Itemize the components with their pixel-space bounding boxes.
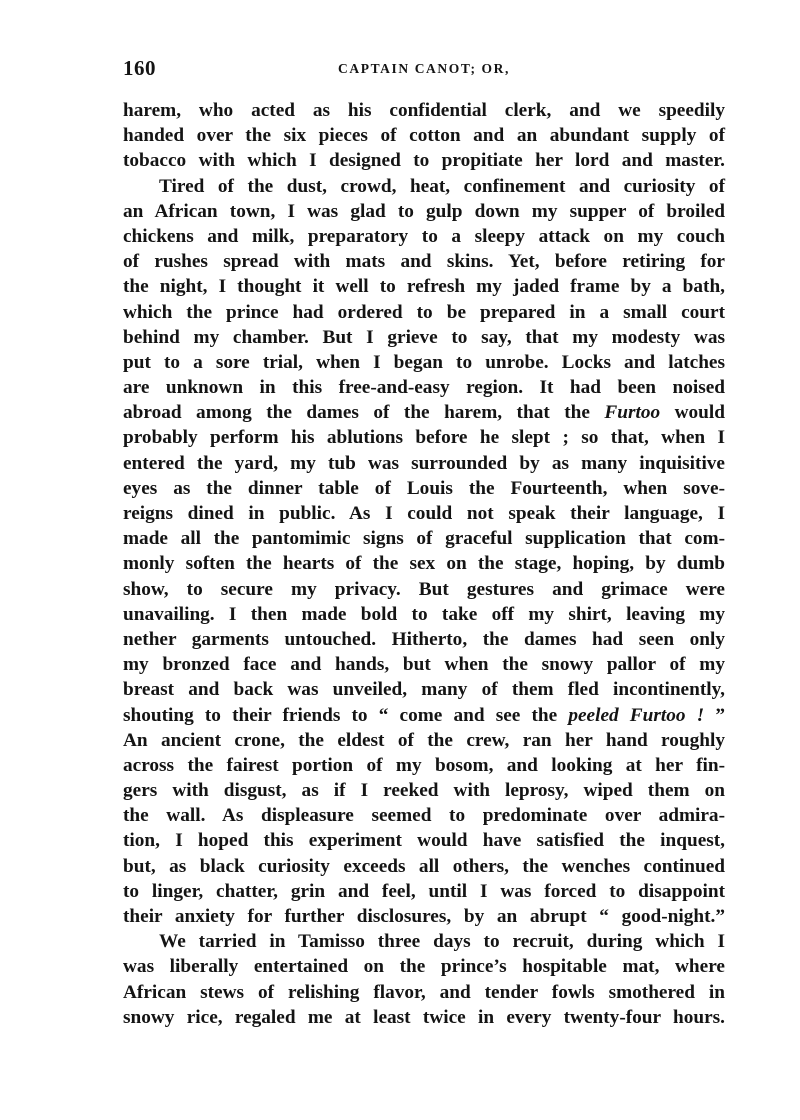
text-line: probably perform his ablutions before he slept ; so that, when I bbox=[123, 427, 725, 449]
text-line: my bronzed face and hands, but when the snowy pallor of my bbox=[123, 654, 725, 676]
text-line: made all the pantomimic signs of graceful supplication that com- bbox=[123, 528, 725, 550]
text-line: their anxiety for further disclosures, by an abrupt “ good-night.” bbox=[123, 906, 725, 927]
text-line: put to a sore trial, when I began to unrobe. Locks and latches bbox=[123, 351, 725, 373]
text-line: snowy rice, regaled me at least twice in every twenty-four hours. bbox=[123, 1006, 725, 1028]
text-line: breast and back was unveiled, many of them fled incontinently, bbox=[123, 679, 725, 701]
text-line: tobacco with which I designed to propitiate her lord and master. bbox=[123, 150, 725, 172]
text-line: but, as black curiosity exceeds all others, the wenches continued bbox=[123, 855, 725, 877]
text-line: was liberally entertained on the prince’s hospitable mat, where bbox=[123, 956, 725, 978]
running-title: CAPTAIN CANOT; OR, bbox=[338, 61, 510, 76]
body-text bbox=[123, 98, 725, 1030]
text-line: We tarried in Tamisso three days to recruit, during which I bbox=[159, 931, 725, 953]
text-line: unavailing. I then made bold to take off my shirt, leaving my bbox=[123, 603, 725, 625]
text-line: tion, I hoped this experiment would have satisfied the inquest, bbox=[123, 830, 725, 852]
text-line: the wall. As displeasure seemed to predominate over admira- bbox=[123, 805, 725, 827]
text-line: to linger, chatter, grin and feel, until I was forced to disappoint bbox=[123, 880, 725, 902]
text-line: the night, I thought it well to refresh my jaded frame by a bath, bbox=[123, 276, 725, 298]
text-line: are unknown in this free-and-easy region. It had been noised bbox=[123, 377, 725, 399]
running-head bbox=[123, 56, 725, 86]
text-line: reigns dined in public. As I could not speak their language, I bbox=[123, 503, 725, 524]
text-line: harem, who acted as his confidential clerk, and we speedily bbox=[123, 100, 725, 121]
text-line: African stews of relishing flavor, and tender fowls smothered in bbox=[123, 981, 725, 1003]
text-line: across the fairest portion of my bosom, and looking at her fin- bbox=[123, 754, 725, 776]
text-line: behind my chamber. But I grieve to say, that my modesty was bbox=[123, 326, 725, 348]
text-line: abroad among the dames of the harem, that the Furtoo would bbox=[123, 402, 725, 424]
text-line: an African town, I was glad to gulp down my supper of broiled bbox=[123, 200, 725, 222]
text-line: An ancient crone, the eldest of the crew, ran her hand roughly bbox=[123, 729, 725, 751]
text-line: show, to secure my privacy. But gestures and grimace were bbox=[123, 578, 725, 600]
text-line: entered the yard, my tub was surrounded by as many inquisitive bbox=[123, 452, 725, 474]
text-line: shouting to their friends to “ come and see the peeled Furtoo ! ” bbox=[123, 704, 725, 726]
text-line: of rushes spread with mats and skins. Yet, before retiring for bbox=[123, 251, 725, 273]
text-line: monly soften the hearts of the sex on the stage, hoping, by dumb bbox=[123, 553, 725, 575]
text-line: handed over the six pieces of cotton and an abundant supply of bbox=[123, 125, 725, 147]
text-line: gers with disgust, as if I reeked with leprosy, wiped them on bbox=[123, 780, 725, 802]
text-line: chickens and milk, preparatory to a sleepy attack on my couch bbox=[123, 225, 725, 247]
text-line: Tired of the dust, crowd, heat, confinement and curiosity of bbox=[159, 175, 725, 197]
italic-word: Furtoo bbox=[604, 402, 661, 424]
text-line: eyes as the dinner table of Louis the Fourteenth, when sove- bbox=[123, 477, 725, 499]
text-line: which the prince had ordered to be prepared in a small court bbox=[123, 301, 725, 323]
book-page bbox=[123, 56, 725, 1030]
page-number: 160 bbox=[123, 56, 156, 80]
text-line: nether garments untouched. Hitherto, the dames had seen only bbox=[123, 628, 725, 650]
italic-phrase: peeled Furtoo ! bbox=[568, 704, 705, 726]
